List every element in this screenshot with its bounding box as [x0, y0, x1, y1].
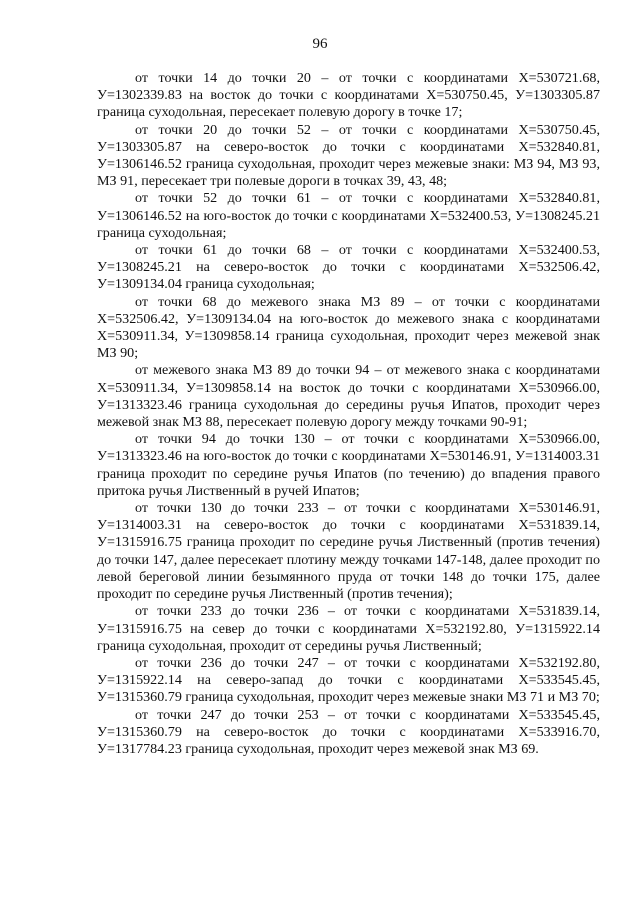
boundary-paragraph-8: от точки 130 до точки 233 – от точки с координатами Х=530146.91, У=1314003.31 на северо-восток до точки с координатами Х=531839.14, У=1315916.75 граница проходит по середине ручья Лиственный (против течения) до точки 147, далее пересекает плотину между точками 147-148, далее проходит по левой береговой линии безымянного пруда от точки 148 до точки 175, далее проходит по середине ручья Лиственный (против течения); — [97, 500, 600, 603]
page-number: 96 — [312, 36, 328, 52]
boundary-paragraph-3: от точки 52 до точки 61 – от точки с координатами Х=532840.81, У=1306146.52 на юго-восток до точки с координатами Х=532400.53, У=1308245.21 граница суходольная; — [97, 190, 600, 241]
boundary-paragraph-4: от точки 61 до точки 68 – от точки с координатами Х=532400.53, У=1308245.21 на северо-восток до точки с координатами Х=532506.42, У=1309134.04 граница суходольная; — [97, 242, 600, 293]
boundary-paragraph-11: от точки 247 до точки 253 – от точки с координатами Х=533545.45, У=1315360.79 на северо-восток до точки с координатами Х=533916.70, У=1317784.23 граница суходольная, проходит через межевой знак МЗ 69. — [97, 706, 600, 757]
boundary-paragraph-1: от точки 14 до точки 20 – от точки с координатами Х=530721.68, У=1302339.83 на восток до точки с координатами Х=530750.45, У=1303305.87 граница суходольная, пересекает полевую дорогу в точке 17; — [97, 70, 600, 121]
boundary-paragraph-5: от точки 68 до межевого знака МЗ 89 – от точки с координатами Х=532506.42, У=1309134.04 на юго-восток до межевого знака с координатами Х=530911.34, У=1309858.14 граница суходольная, проходит через межевой знак МЗ 90; — [97, 293, 600, 362]
boundary-paragraph-2: от точки 20 до точки 52 – от точки с координатами Х=530750.45, У=1303305.87 на северо-восток до точки с координатами Х=532840.81, У=1306146.52 граница суходольная, проходит через межевые знаки: МЗ 94, МЗ 93, МЗ 91, пересекает три полевые дороги в точках 39, 43, 48; — [97, 121, 600, 190]
boundary-paragraph-6: от межевого знака МЗ 89 до точки 94 – от межевого знака с координатами Х=530911.34, У=1309858.14 на восток до точки с координатами Х=530966.00, У=1313323.46 граница суходольная до середины ручья Ипатов, проходит через межевой знак МЗ 88, пересекает полевую дорогу между точками 90-91; — [97, 362, 600, 431]
document-body — [97, 70, 600, 758]
boundary-paragraph-7: от точки 94 до точки 130 – от точки с координатами Х=530966.00, У=1313323.46 на юго-восток до точки с координатами Х=530146.91, У=1314003.31 граница проходит по середине ручья Ипатов (по течению) до впадения правого притока ручья Лиственный в ручей Ипатов; — [97, 431, 600, 499]
boundary-paragraph-9: от точки 233 до точки 236 – от точки с координатами Х=531839.14, У=1315916.75 на север до точки с координатами Х=532192.80, У=1315922.14 граница суходольная, проходит от середины ручья Лиственный; — [97, 603, 600, 654]
boundary-paragraph-10: от точки 236 до точки 247 – от точки с координатами Х=532192.80, У=1315922.14 на северо-запад до точки с координатами Х=533545.45, У=1315360.79 граница суходольная, проходит через межевые знаки МЗ 71 и МЗ 70; — [97, 654, 600, 706]
